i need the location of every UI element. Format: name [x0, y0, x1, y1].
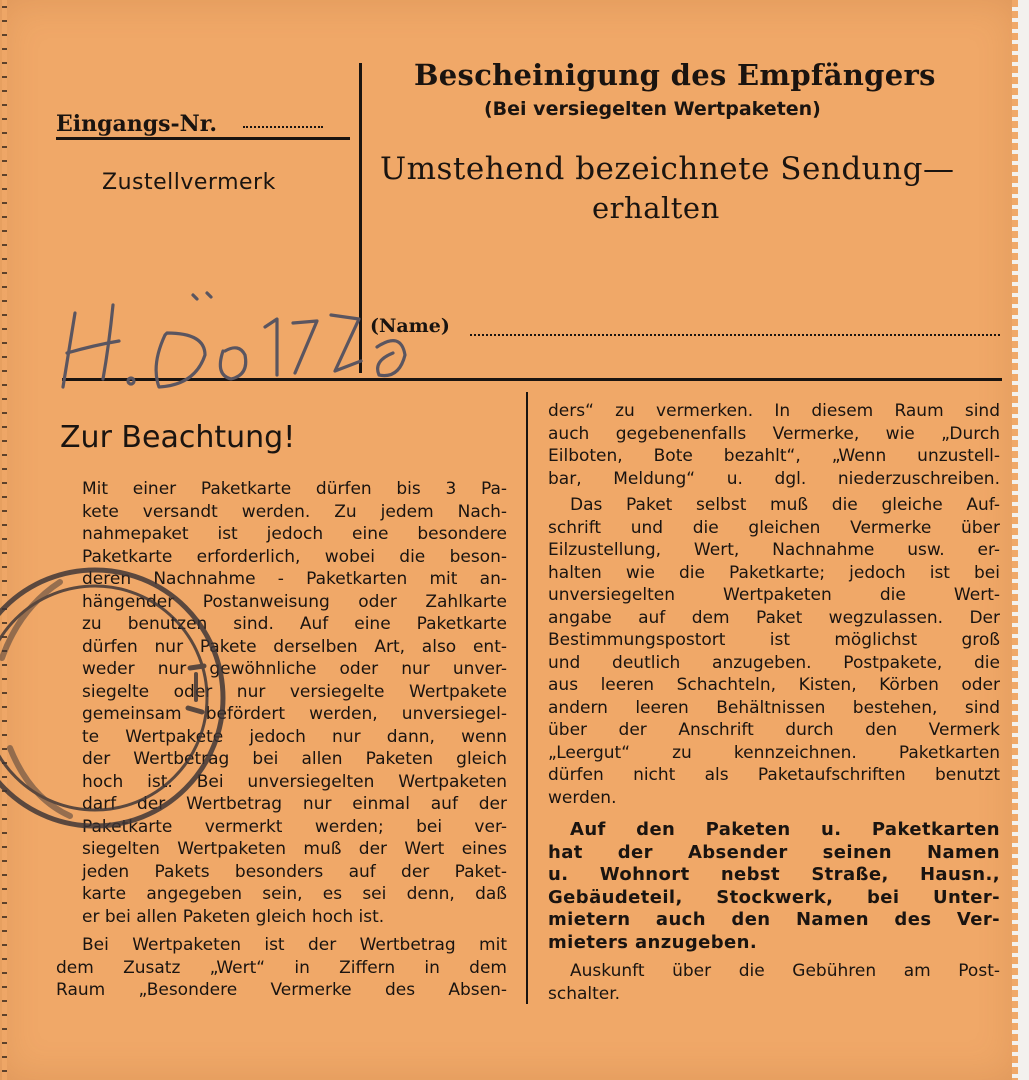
- text-line: Das Paket selbst muß die gleiche Auf-: [570, 495, 1000, 515]
- text-line: darf der Wertbetrag nur einmal auf der: [82, 794, 507, 814]
- text-line: te Wertpakete jedoch nur dann, wenn: [82, 726, 507, 747]
- eingangs-underline: [56, 137, 350, 140]
- text-line: und deutlich anzugeben. Postpakete, die: [548, 652, 1000, 673]
- text-line: hat der Absender seinen Namen: [548, 841, 1000, 863]
- text-line: Eilzustellung, Wert, Nachnahme usw. er-: [548, 540, 1000, 560]
- text-line: Auf den Paketen u. Paketkarten: [570, 819, 1000, 840]
- vertical-divider-bottom: [526, 392, 528, 1004]
- pencil-notation: [55, 275, 475, 415]
- name-label: (Name): [370, 315, 450, 337]
- notice-right-column: [548, 400, 1000, 1005]
- text-line: Mit einer Paketkarte dürfen bis 3 Pa-: [82, 479, 507, 499]
- text-line: Auskunft über die Gebühren am Post-: [570, 961, 1000, 981]
- text-line: mieters anzugeben.: [548, 931, 758, 953]
- text-line: zu benutzen sind. Auf eine Paketkarte: [82, 614, 507, 634]
- text-line: auch gegebenenfalls Vermerke, wie „Durch: [548, 423, 1000, 444]
- text-line: angabe auf dem Paket wegzulassen. Der: [548, 607, 1000, 628]
- text-line: dem Zusatz „Wert“ in Ziffern in dem: [56, 957, 507, 978]
- text-line: über der Anschrift durch den Vermerk: [548, 720, 1000, 740]
- text-line: Paketkarte vermerkt werden; bei ver-: [82, 816, 507, 837]
- text-line: bar, Meldung“ u. dgl. niederzuschreiben.: [548, 468, 1000, 489]
- receipt-statement-line2: erhalten: [592, 191, 720, 225]
- notice-paragraph-2-cont: [548, 400, 1000, 490]
- text-line: nahmepaket ist jedoch eine besondere: [82, 524, 507, 544]
- sender-instructions: [548, 819, 1000, 954]
- text-line: aus leeren Schachteln, Kisten, Körben oder: [548, 675, 1000, 695]
- text-line: Paketkarte erforderlich, wobei die beson-: [82, 546, 507, 567]
- text-line: jeden Pakets besonders auf der Paket-: [82, 861, 507, 882]
- text-line: schrift und die gleichen Vermerke über: [548, 517, 1000, 538]
- receipt-statement-line1: Umstehend bezeichnete Sendung—: [380, 151, 955, 187]
- notice-title: Zur Beachtung!: [60, 420, 296, 455]
- text-line: dürfen nur Pakete derselben Art, also ent-: [82, 636, 507, 657]
- text-line: Eilboten, Bote bezahlt“, „Wenn unzustell-: [548, 446, 1000, 466]
- text-line: ders“ zu vermerken. In diesem Raum sind: [548, 401, 1000, 421]
- postmark-stamp: [0, 548, 240, 848]
- fee-info: [548, 960, 1000, 1005]
- text-line: siegelte oder nur versiegelte Wertpakete: [82, 681, 507, 702]
- text-line: dürfen nicht als Paketaufschriften benutzt: [548, 765, 1000, 785]
- recipient-certificate-title: Bescheinigung des Empfängers: [414, 58, 936, 92]
- text-line: siegelten Wertpaketen muß der Wert eines: [82, 839, 507, 859]
- text-line: Gebäudeteil, Stockwerk, bei Unter-: [548, 886, 1000, 908]
- text-line: halten wie die Paketkarte; jedoch ist bei: [548, 562, 1000, 583]
- text-line: Bestimmungspostort ist möglichst groß: [548, 630, 1000, 650]
- text-line: Raum „Besondere Vermerke des Absen-: [56, 980, 507, 1000]
- certificate-subtitle: (Bei versiegelten Wertpaketen): [484, 98, 821, 120]
- name-field: [470, 334, 1000, 336]
- notice-paragraph-3: [548, 494, 1000, 809]
- text-line: Bei Wertpaketen ist der Wertbetrag mit: [82, 935, 507, 955]
- text-line: unversiegelten Wertpaketen die Wert-: [548, 585, 1000, 605]
- text-line: der Wertbetrag bei allen Paketen gleich: [82, 749, 507, 769]
- text-line: weder nur gewöhnliche oder nur unver-: [82, 659, 507, 679]
- text-line: hoch ist. Bei unversiegelten Wertpaketen: [82, 771, 507, 792]
- perforated-edge: [2, 0, 7, 1080]
- text-line: hängender Postanweisung oder Zahlkarte: [82, 591, 507, 612]
- text-line: karte angegeben sein, es sei denn, daß: [82, 884, 507, 904]
- text-line: „Leergut“ zu kennzeichnen. Paketkarten: [548, 742, 1000, 763]
- text-line: er bei allen Paketen gleich hoch ist.: [82, 906, 385, 927]
- text-line: andern leeren Behältnissen bestehen, sind: [548, 697, 1000, 718]
- text-line: gemeinsam befördert werden, unversiegel-: [82, 704, 507, 724]
- text-line: kete versandt werden. Zu jedem Nach-: [82, 501, 507, 522]
- eingangs-nr-label: Eingangs-Nr.: [56, 111, 217, 137]
- card-right-edge: [1012, 0, 1018, 1080]
- zustellvermerk-label: Zustellvermerk: [102, 170, 276, 195]
- text-line: mietern auch den Namen des Ver-: [548, 909, 1000, 930]
- text-line: werden.: [548, 787, 617, 808]
- text-line: schalter.: [548, 983, 621, 1004]
- text-line: deren Nachnahme - Paketkarten mit an-: [82, 569, 507, 589]
- eingangs-nr-field: [243, 126, 323, 128]
- notice-paragraph-2: [56, 934, 507, 1002]
- text-line: u. Wohnort nebst Straße, Hausn.,: [548, 864, 1000, 885]
